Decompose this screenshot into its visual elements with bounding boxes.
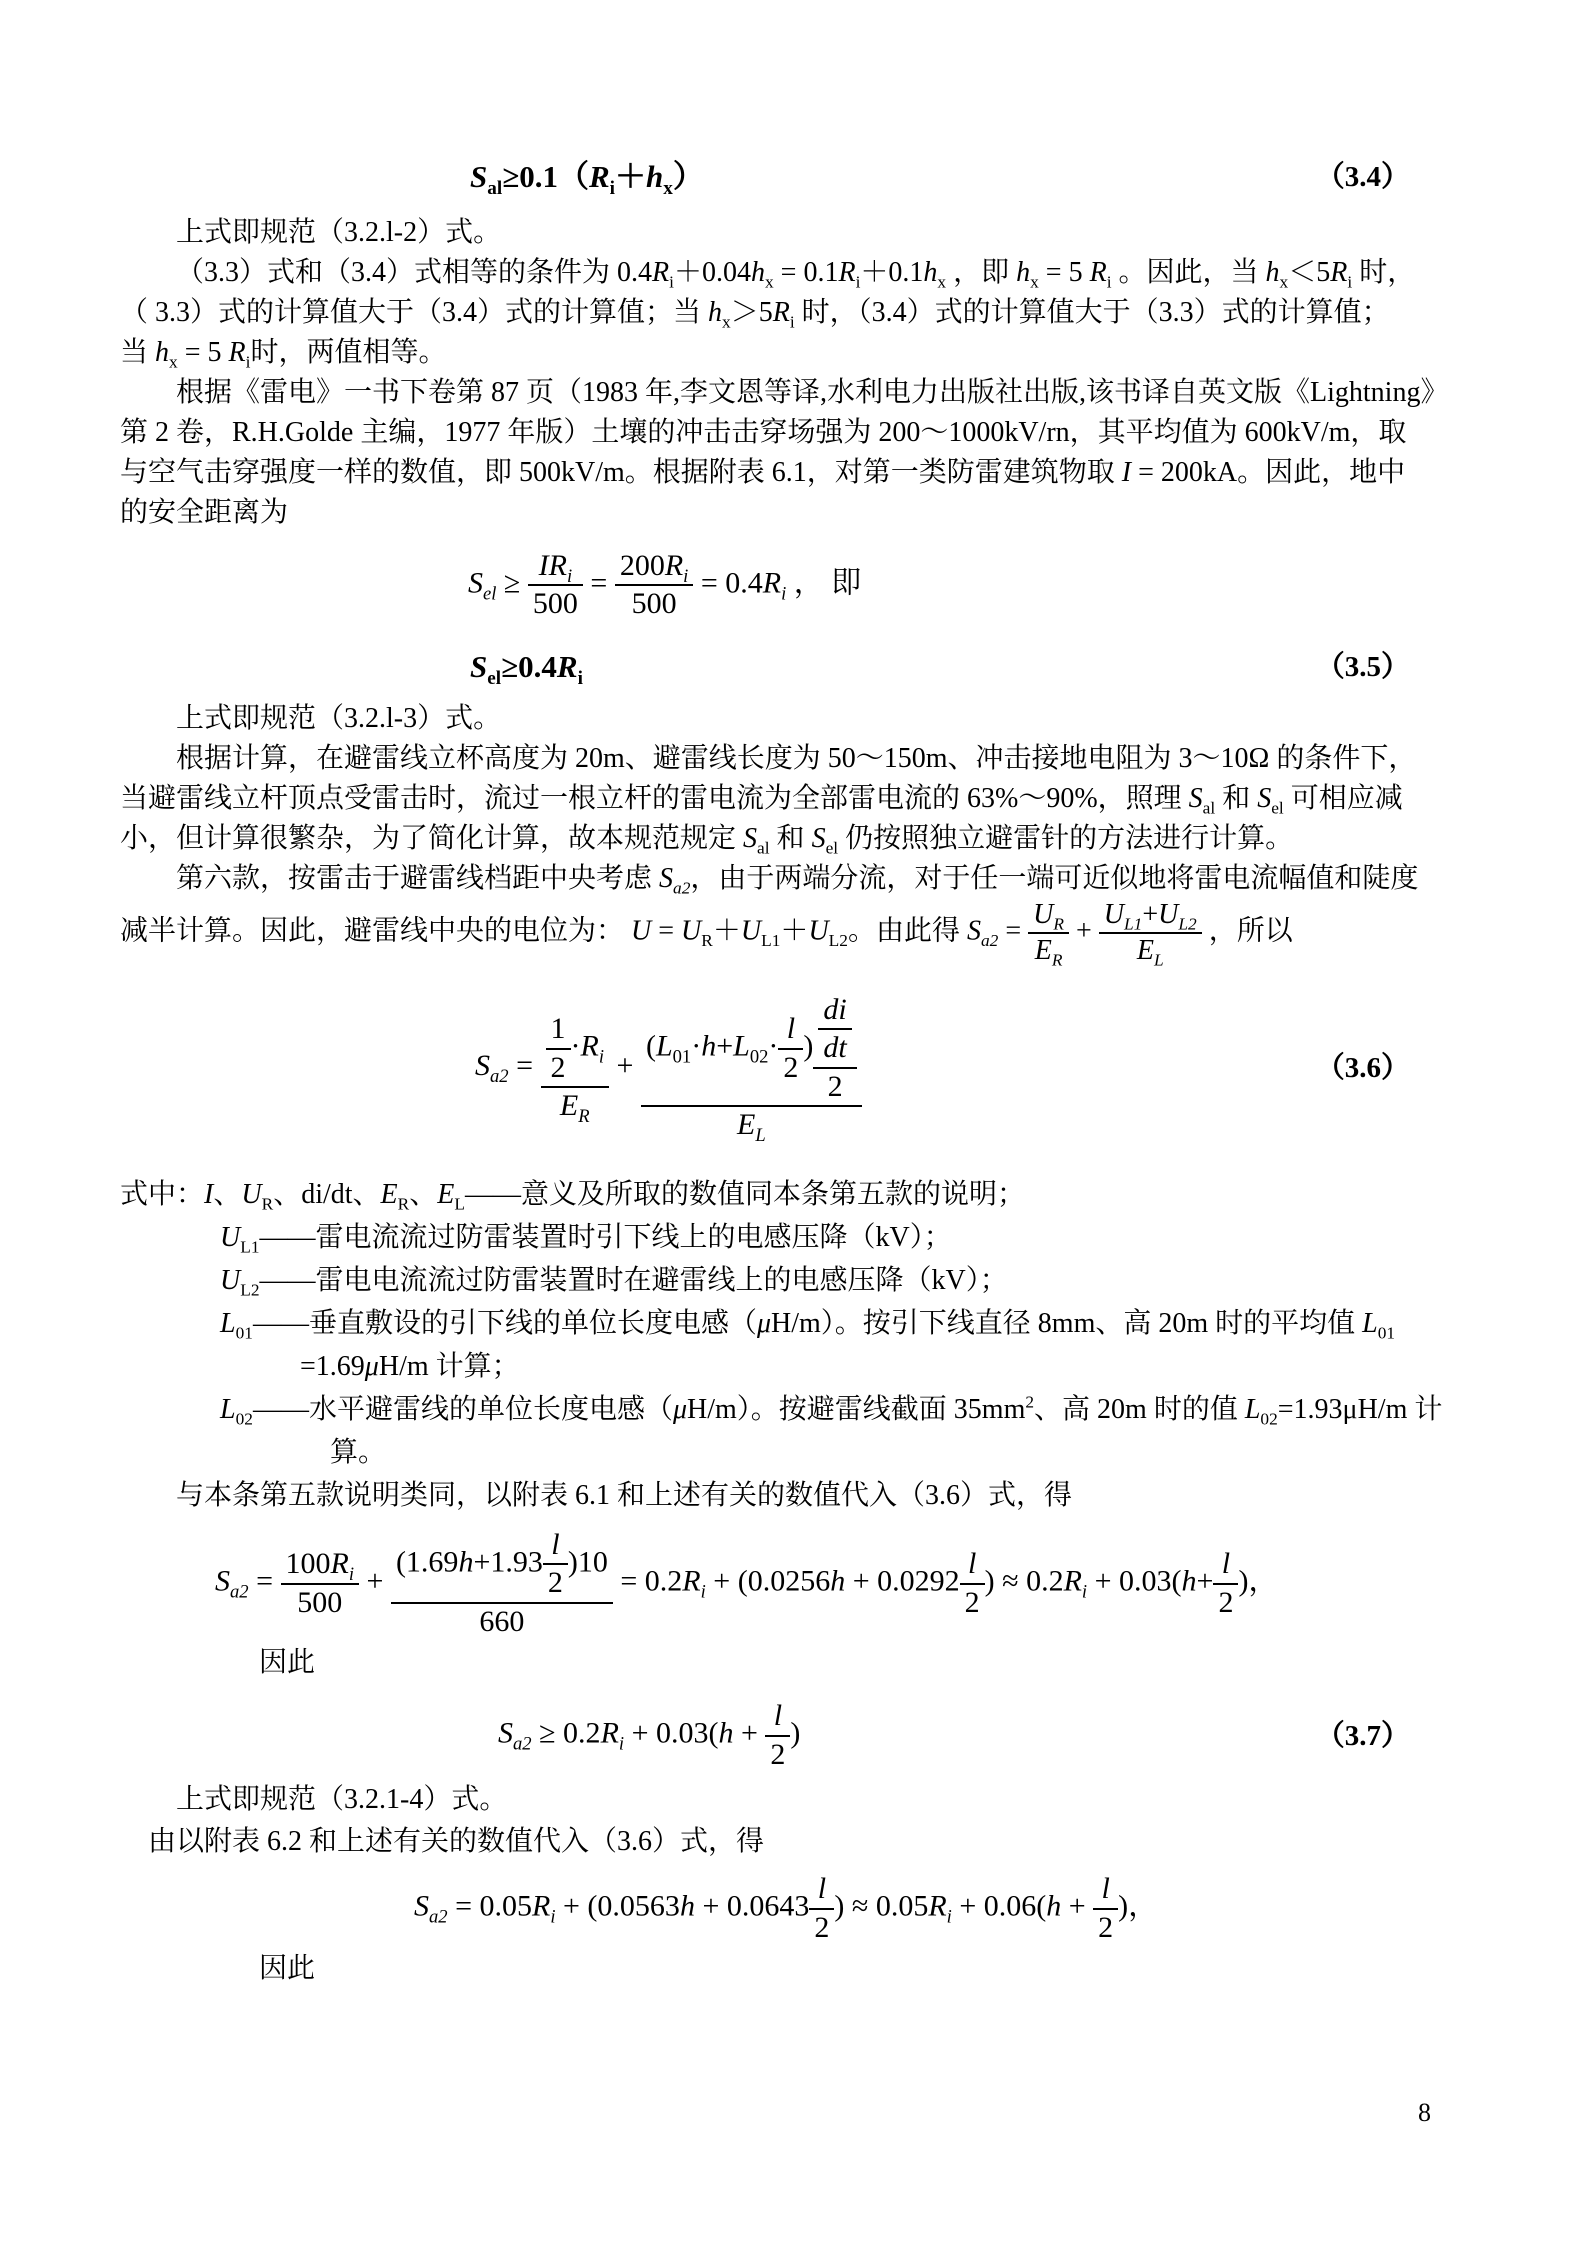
equation-sa2-small: $S_{a2} = 0.05R_i + (0.0563h + 0.0643$ $\frac{l}{2}$ ) ≈ $0.05R_i + 0.06(h$ + $\frac{l}{2}$ )， — [414, 1872, 1159, 1944]
para-jisuan-line-1: 根据计算，在避雷线立杯高度为 20m、避雷线长度为 50～150m、冲击接地电阻为 3～10Ω 的条件下， — [176, 742, 1417, 774]
equation-3-4-body: $S_{al}\ge 0.1(R_i+h_x)$ — [470, 159, 704, 200]
legend-line-l01: $L_{01}——$垂直敷设的引下线的单位长度电感（μH/m）。按引下线直径 8mm、高 20m 时的平均值 $L_{01}$ — [220, 1307, 1396, 1343]
para-leidian-line-2: 第 2 卷，R.H.Golde 主编，1977 年版）土壤的冲击击穿场强为 200～1000kV/rn，其平均值为 600kV/m，取 — [120, 416, 1407, 448]
legend-line-ul1: $U_{L1}——$雷电流流过防雷装置时引下线上的电感压降（kV）； — [220, 1221, 952, 1257]
equation-3-5 — [120, 648, 1472, 687]
para-leidian-line-3: 与空气击穿强度一样的数值，即 500kV/m。根据附表 6.1，对第一类防雷建筑物取 I = 200kA。因此，地中 — [120, 456, 1406, 488]
note-paragraph-3-7: 上式即规范（3.2.1-4）式。 — [176, 1784, 508, 1816]
para-substitute-6-2: 由以附表 6.2 和上述有关的数值代入（3.6）式，得 — [148, 1826, 765, 1858]
legend-line-ul2: $U_{L2}——$雷电电流流过防雷装置时在避雷线上的电感压降（kV）； — [220, 1264, 1008, 1300]
page-content — [120, 0, 1472, 1989]
para-condition-line-3: 当 $h_x = 5$ $R_i$时，两值相等。 — [120, 336, 447, 372]
equation-3-5-label: （3.5） — [1315, 651, 1410, 683]
equation-3-6-label: （3.6） — [1315, 1051, 1410, 1084]
para-leidian-line-1: 根据《雷电》一书下卷第 87 页（1983 年,李文恩等译,水利电力出版社出版,该书译自英文版《Lightning》 — [176, 376, 1449, 408]
page-number: 8 — [1418, 2098, 1431, 2127]
legend-line-l02-cont: 算。 — [330, 1436, 387, 1468]
para-leidian-line-4: 的安全距离为 — [120, 496, 289, 528]
equation-3-7 — [120, 1699, 1472, 1772]
para-substitute-6-1: 与本条第五款说明类同，以附表 6.1 和上述有关的数值代入（3.6）式，得 — [176, 1479, 1073, 1511]
therefore-text-2: 因此 — [259, 1953, 316, 1985]
legend-line-l01-cont: =1.69μH/m 计算； — [300, 1350, 520, 1382]
para-jisuan-line-2: 当避雷线立杆顶点受雷击时，流过一根立杆的雷电流为全部雷电流的 63%～90%，照理 $S_{al}$ 和 $S_{el}$ 可相应减 — [120, 782, 1403, 818]
legend-line-l02: $L_{02}——$水平避雷线的单位长度电感（μH/m）。按避雷线截面 $35mm^2$、高 20m 时的值 $L_{02}=1.93\mu H/m$ 计 — [220, 1392, 1443, 1429]
equation-3-7-label: （3.7） — [1315, 1719, 1410, 1752]
equation-3-6-body: $S_{a2}$ = $\frac{1}{2}$ $\cdot R_i$ $E_R$ + ($L_{01}\cdot h+L_{02}\cdot$ $\frac{l}{2}$ ) $\frac{\frac{di}{dt}}{2}$ $E_L$ — [475, 993, 862, 1143]
equation-3-4-label: （3.4） — [1315, 161, 1410, 194]
equation-3-6 — [120, 992, 1472, 1147]
legend-line-intro: 式中：I、$U_R$、di/dt、$E_R$、$E_L——$意义及所取的数值同本条第五款的说明； — [120, 1178, 1025, 1214]
equation-3-5-body: $S_{el}\ge 0.4R_i$ — [470, 648, 583, 689]
para-condition-line-2: （ 3.3）式的计算值大于（3.4）式的计算值；当 $h_x>5R_i$ 时，（3.4）式的计算值大于（3.3）式的计算值； — [120, 296, 1390, 332]
equation-3-7-body: $S_{a2} \ge 0.2R_i + 0.03(h$ + $\frac{l}{2}$ ) — [498, 1699, 801, 1771]
para-condition-line-1: （3.3）式和（3.4）式相等的条件为 $0.4R_i+0.04h_x = 0.1R_i+0.1h_x$ ，即 $h_x = 5$ $R_i$ 。因此，当 $h_x<5R_i$ 时， — [176, 256, 1416, 292]
equation-sa2-full: $S_{a2}$ = $\frac{100R_i}{500}$ + (1.69h+1.93 $\frac{l}{2}$ )10 660 = $0.2R_i + (0.0256h + 0.0292$ $\frac{l}{2}$ ) ≈ $0.2R_i + 0.03(h+$ $\frac{l}{2}$ )， — [215, 1527, 1279, 1638]
note-paragraph-3-4: 上式即规范（3.2.l-2）式。 — [176, 216, 502, 248]
note-paragraph-3-5: 上式即规范（3.2.l-3）式。 — [176, 702, 502, 734]
equation-3-4 — [120, 158, 1472, 200]
para-item6-line-2: 减半计算。因此，避雷线中央的电位为： $U = U_R+U_{L1}+U_{L2}$。由此得 $S_{a2}$ = $\frac{U_R}{E_R}$ + $\frac{U_{L1}+U_{L2}}{E_L}$ ，所以 — [120, 898, 1293, 970]
para-item6-line-1: 第六款，按雷击于避雷线档距中央考虑 $S_{a2}$，由于两端分流，对于任一端可近似地将雷电流幅值和陡度 — [176, 862, 1419, 898]
para-jisuan-line-3: 小，但计算很繁杂，为了简化计算，故本规范规定 $S_{al}$ 和 $S_{el}$ 仍按照独立避雷针的方法进行计算。 — [120, 822, 1294, 858]
equation-sel-derivation: $S_{el}$ ≥ $\frac{IR_i}{500}$ = $\frac{200R_i}{500}$ = $0.4R_i$ ， 即 — [468, 548, 862, 621]
therefore-text-1: 因此 — [259, 1647, 316, 1679]
symbol-legend — [120, 1173, 1472, 1474]
